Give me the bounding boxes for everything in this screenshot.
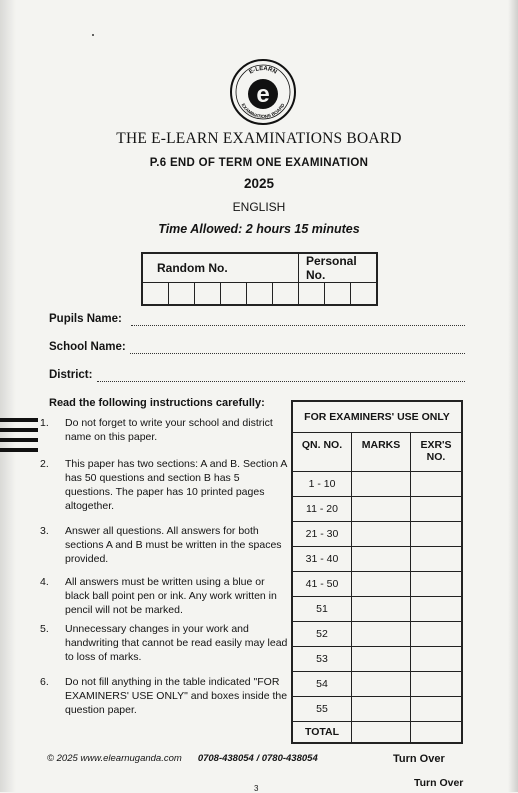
question-range: 11 - 20 bbox=[292, 497, 352, 522]
id-number-boxes bbox=[142, 283, 377, 306]
pupil-name-line[interactable] bbox=[131, 325, 465, 326]
instruction-number: 1. bbox=[40, 417, 49, 429]
total-marks-cell bbox=[352, 722, 411, 744]
exr-cell bbox=[411, 472, 463, 497]
table-row bbox=[292, 622, 462, 647]
random-no-box[interactable] bbox=[142, 283, 169, 306]
margin-mark bbox=[0, 448, 38, 452]
marks-cell bbox=[352, 522, 411, 547]
margin-mark bbox=[0, 428, 38, 432]
page-number: 3 bbox=[254, 784, 259, 793]
total-label: TOTAL bbox=[292, 722, 352, 744]
margin-mark bbox=[0, 418, 38, 422]
instruction-text: Unnecessary changes in your work and handwriting that cannot be read easily may lead to loss of marks. bbox=[65, 623, 288, 663]
table-row bbox=[292, 472, 462, 497]
exr-cell bbox=[411, 497, 463, 522]
question-range: 41 - 50 bbox=[292, 572, 352, 597]
marks-cell bbox=[352, 597, 411, 622]
turn-over-label: Turn Over bbox=[393, 753, 445, 765]
total-exr-cell bbox=[411, 722, 463, 744]
instruction-text: Do not forget to write your school and district name on this paper. bbox=[65, 417, 273, 443]
marks-cell bbox=[352, 697, 411, 722]
instruction-item bbox=[40, 416, 289, 444]
personal-no-label: Personal No. bbox=[299, 253, 378, 283]
instruction-number: 5. bbox=[40, 623, 49, 635]
table-row bbox=[292, 697, 462, 722]
exr-cell bbox=[411, 522, 463, 547]
marks-cell bbox=[352, 572, 411, 597]
pupil-name-label: Pupils Name: bbox=[49, 313, 122, 325]
question-range: 53 bbox=[292, 647, 352, 672]
id-number-table bbox=[141, 252, 378, 306]
personal-no-box[interactable] bbox=[325, 283, 351, 306]
time-allowed: Time Allowed: 2 hours 15 minutes bbox=[158, 222, 360, 236]
speck bbox=[92, 34, 94, 36]
district-label: District: bbox=[49, 369, 93, 381]
exr-cell bbox=[411, 672, 463, 697]
page-right-shadow bbox=[508, 0, 518, 792]
footer-contact bbox=[47, 753, 318, 764]
marks-cell bbox=[352, 472, 411, 497]
district-line[interactable] bbox=[97, 381, 465, 382]
logo-top-text: E-LEARN bbox=[248, 65, 278, 76]
question-range: 51 bbox=[292, 597, 352, 622]
logo-bottom-text: EXAMINATIONS BOARD bbox=[240, 102, 286, 120]
exr-cell bbox=[411, 572, 463, 597]
random-no-box[interactable] bbox=[221, 283, 247, 306]
marks-cell bbox=[352, 497, 411, 522]
table-row bbox=[292, 547, 462, 572]
instruction-text: Answer all questions. All answers for both sections A and B must be written in the spaces provided. bbox=[65, 525, 282, 565]
exam-title: P.6 END OF TERM ONE EXAMINATION bbox=[149, 157, 369, 169]
personal-no-box[interactable] bbox=[299, 283, 325, 306]
footer-copyright: © 2025 www.elearnuganda.com bbox=[47, 753, 182, 764]
instruction-item bbox=[40, 575, 289, 617]
instruction-item bbox=[40, 524, 289, 566]
subject-name: ENGLISH bbox=[232, 200, 286, 214]
school-name-line[interactable] bbox=[130, 353, 465, 354]
col-qn-no: QN. NO. bbox=[292, 433, 352, 472]
exr-cell bbox=[411, 547, 463, 572]
table-row bbox=[292, 597, 462, 622]
question-range: 55 bbox=[292, 697, 352, 722]
table-row bbox=[292, 497, 462, 522]
random-no-box[interactable] bbox=[273, 283, 299, 306]
question-range: 54 bbox=[292, 672, 352, 697]
turn-over-label-bleed: Turn Over bbox=[414, 777, 464, 789]
question-range: 1 - 10 bbox=[292, 472, 352, 497]
question-range: 31 - 40 bbox=[292, 547, 352, 572]
random-no-label: Random No. bbox=[142, 253, 299, 283]
instruction-item bbox=[40, 622, 289, 664]
table-row bbox=[292, 522, 462, 547]
elearn-logo-icon bbox=[229, 58, 297, 126]
instruction-text: This paper has two sections: A and B. Section A has 50 questions and section B has 5 questions. The paper has 10 printed pages altogether. bbox=[65, 458, 287, 512]
instruction-number: 4. bbox=[40, 576, 49, 588]
question-range: 52 bbox=[292, 622, 352, 647]
examiners-use-table bbox=[291, 400, 463, 744]
logo-letter: e bbox=[256, 81, 270, 108]
instruction-number: 3. bbox=[40, 525, 49, 537]
exr-cell bbox=[411, 647, 463, 672]
instruction-item bbox=[40, 675, 289, 717]
random-no-box[interactable] bbox=[169, 283, 195, 306]
question-range: 21 - 30 bbox=[292, 522, 352, 547]
instruction-number: 2. bbox=[40, 458, 49, 470]
instruction-text: Do not fill anything in the table indicated "FOR EXAMINERS' USE ONLY" and boxes inside the question paper. bbox=[65, 676, 288, 716]
exr-cell bbox=[411, 597, 463, 622]
school-name-label: School Name: bbox=[49, 341, 126, 353]
margin-mark bbox=[0, 438, 38, 442]
col-exr-no: EXR'S NO. bbox=[411, 433, 463, 472]
instruction-number: 6. bbox=[40, 676, 49, 688]
instruction-text: All answers must be written using a blue or black ball point pen or ink. Any work written in pencil will not be marked. bbox=[65, 576, 277, 616]
col-marks: MARKS bbox=[352, 433, 411, 472]
exr-cell bbox=[411, 622, 463, 647]
footer-phones: 0708-438054 / 0780-438054 bbox=[197, 753, 318, 764]
examiners-table-title: FOR EXAMINERS' USE ONLY bbox=[292, 401, 462, 433]
table-row bbox=[292, 672, 462, 697]
exam-year: 2025 bbox=[243, 176, 275, 191]
marks-cell bbox=[352, 622, 411, 647]
table-row bbox=[292, 572, 462, 597]
random-no-box[interactable] bbox=[195, 283, 221, 306]
instruction-item bbox=[40, 457, 289, 513]
page-left-shadow bbox=[0, 0, 16, 792]
exr-cell bbox=[411, 697, 463, 722]
marks-cell bbox=[352, 647, 411, 672]
marks-cell bbox=[352, 547, 411, 572]
board-title: THE E-LEARN EXAMINATIONS BOARD bbox=[116, 130, 402, 147]
personal-no-box[interactable] bbox=[351, 283, 378, 306]
random-no-box[interactable] bbox=[247, 283, 273, 306]
instructions-heading: Read the following instructions carefully: bbox=[49, 397, 265, 409]
marks-cell bbox=[352, 672, 411, 697]
table-row bbox=[292, 647, 462, 672]
